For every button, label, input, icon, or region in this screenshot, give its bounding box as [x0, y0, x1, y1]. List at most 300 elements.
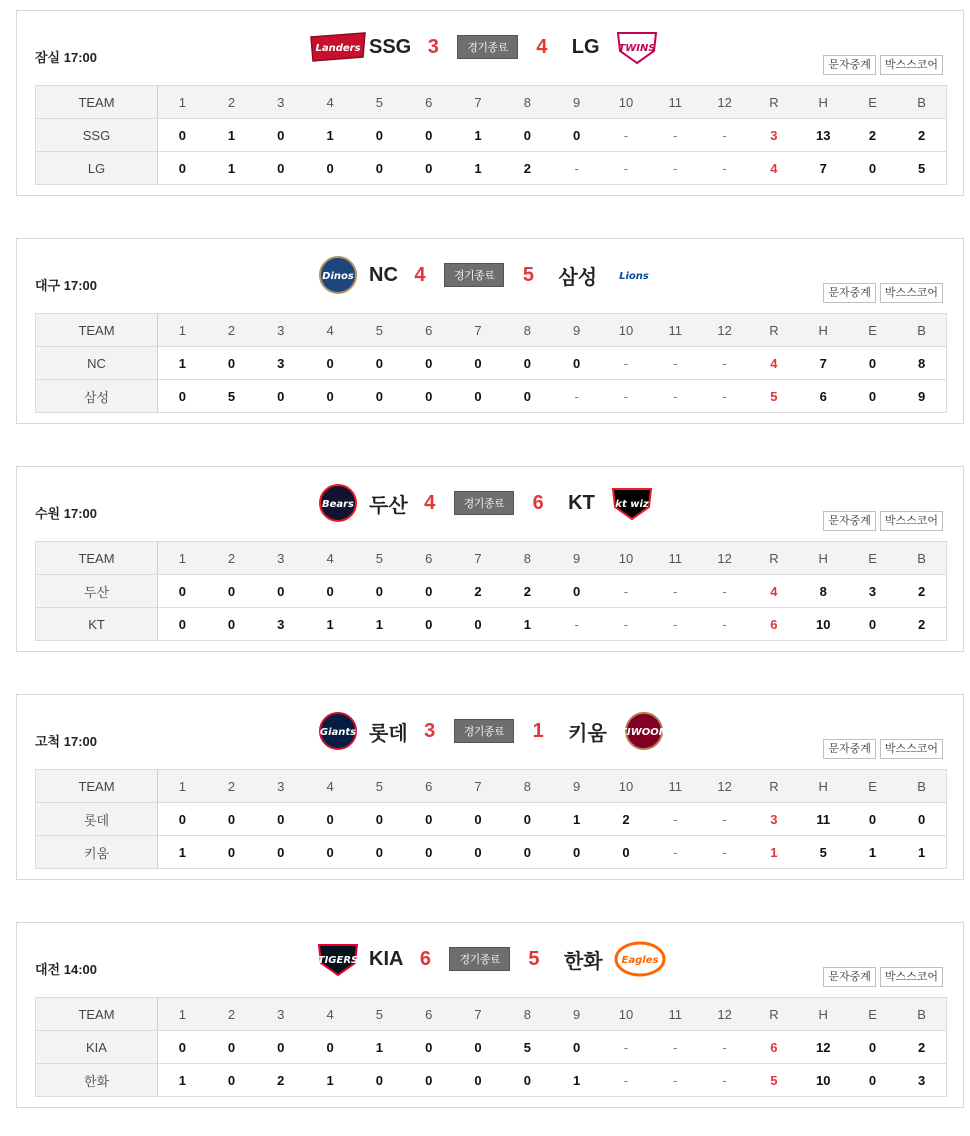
- score-cell: 0: [601, 836, 650, 869]
- column-header: 8: [503, 86, 552, 119]
- column-header: B: [897, 86, 946, 119]
- score-cell: 0: [503, 803, 552, 836]
- score-cell: 0: [305, 347, 354, 380]
- runs-cell: 3: [749, 119, 798, 152]
- table-header-row: [36, 314, 947, 347]
- score-cell: 0: [552, 347, 601, 380]
- column-header: 11: [651, 998, 700, 1031]
- column-header: 5: [355, 770, 404, 803]
- hanwha-eagles-logo: [609, 939, 671, 979]
- column-header: H: [799, 542, 848, 575]
- score-cell: -: [601, 575, 650, 608]
- text-broadcast-button[interactable]: 문자중계: [823, 967, 876, 987]
- score-cell: 1: [355, 608, 404, 641]
- score-cell: 3: [256, 347, 305, 380]
- samsung-lions-logo: [603, 255, 665, 295]
- logo-text: Bears: [321, 499, 355, 510]
- column-header: 6: [404, 998, 453, 1031]
- column-header: 3: [256, 86, 305, 119]
- table-row: [36, 608, 947, 641]
- score-cell: 0: [305, 1031, 354, 1064]
- score-cell: 2: [503, 152, 552, 185]
- score-cell: -: [700, 1064, 749, 1097]
- score-cell: -: [601, 380, 650, 413]
- score-cell: -: [700, 1031, 749, 1064]
- runs-cell: 4: [749, 575, 798, 608]
- home-team-name: LG: [571, 35, 600, 58]
- game-actions: [823, 283, 943, 303]
- score-cell: 1: [158, 347, 207, 380]
- table-row: [36, 119, 947, 152]
- score-cell: 0: [453, 380, 502, 413]
- table-row: [36, 380, 947, 413]
- column-header: 3: [256, 998, 305, 1031]
- column-header: 6: [404, 770, 453, 803]
- scoreboard-table: [35, 769, 947, 869]
- away-team-name: 두산: [369, 494, 408, 517]
- column-header: 8: [503, 770, 552, 803]
- column-header: 11: [651, 542, 700, 575]
- score-cell: 0: [158, 803, 207, 836]
- table-row: [36, 575, 947, 608]
- game-status-badge: 경기종료: [449, 947, 510, 971]
- score-cell: 0: [355, 380, 404, 413]
- logo-text: kt wiz: [615, 499, 649, 510]
- matchup: [307, 939, 671, 979]
- score-cell: 0: [848, 347, 897, 380]
- team-cell: NC: [36, 347, 158, 380]
- box-score-button[interactable]: 박스스코어: [880, 511, 943, 531]
- score-cell: 0: [158, 380, 207, 413]
- logo-text: Giants: [319, 727, 357, 738]
- score-cell: 2: [897, 119, 946, 152]
- column-header: 9: [552, 998, 601, 1031]
- game-card: [16, 922, 964, 1108]
- table-header-row: [36, 770, 947, 803]
- text-broadcast-button[interactable]: 문자중계: [823, 511, 876, 531]
- score-cell: 0: [848, 1031, 897, 1064]
- table-header-row: [36, 542, 947, 575]
- score-cell: -: [651, 803, 700, 836]
- score-cell: 0: [848, 380, 897, 413]
- score-cell: 0: [305, 152, 354, 185]
- score-cell: -: [601, 347, 650, 380]
- score-cell: -: [651, 380, 700, 413]
- score-cell: 0: [453, 608, 502, 641]
- score-cell: 0: [503, 347, 552, 380]
- score-cell: -: [700, 347, 749, 380]
- score-cell: 0: [552, 119, 601, 152]
- score-cell: 0: [256, 1031, 305, 1064]
- score-cell: 0: [552, 575, 601, 608]
- score-cell: -: [601, 152, 650, 185]
- column-header: 6: [404, 542, 453, 575]
- score-cell: 2: [256, 1064, 305, 1097]
- logo-text: Lions: [619, 271, 649, 282]
- score-cell: 0: [503, 119, 552, 152]
- score-cell: -: [601, 1064, 650, 1097]
- score-cell: 3: [897, 1064, 946, 1097]
- score-cell: 1: [453, 152, 502, 185]
- lotte-giants-logo: [307, 711, 369, 751]
- logo-text: Landers: [315, 43, 361, 54]
- column-header: 6: [404, 314, 453, 347]
- team-cell: 키움: [36, 836, 158, 869]
- score-cell: 2: [897, 575, 946, 608]
- venue-time: 수원 17:00: [35, 506, 97, 521]
- column-header: H: [799, 86, 848, 119]
- score-cell: 1: [552, 803, 601, 836]
- score-cell: 0: [552, 836, 601, 869]
- column-header: 12: [700, 770, 749, 803]
- score-cell: 5: [897, 152, 946, 185]
- score-cell: 0: [453, 347, 502, 380]
- column-header: 12: [700, 542, 749, 575]
- logo-text: TWINS: [617, 43, 656, 54]
- column-header: B: [897, 998, 946, 1031]
- game-actions: [823, 739, 943, 759]
- score-cell: 0: [158, 575, 207, 608]
- column-header: 5: [355, 542, 404, 575]
- score-cell: 1: [897, 836, 946, 869]
- away-team-name: SSG: [369, 35, 412, 58]
- score-cell: 0: [207, 347, 256, 380]
- column-header: 4: [305, 314, 354, 347]
- lg-twins-logo: [606, 27, 668, 67]
- column-header: 4: [305, 998, 354, 1031]
- score-cell: -: [651, 152, 700, 185]
- score-cell: 0: [355, 575, 404, 608]
- score-cell: 0: [355, 836, 404, 869]
- score-cell: 0: [158, 152, 207, 185]
- runs-cell: 3: [749, 803, 798, 836]
- score-cell: 0: [256, 119, 305, 152]
- ssg-landers-logo: [307, 27, 369, 67]
- score-cell: -: [552, 608, 601, 641]
- team-cell: LG: [36, 152, 158, 185]
- score-cell: 10: [799, 608, 848, 641]
- scoreboard-table: [35, 541, 947, 641]
- score-cell: 0: [404, 119, 453, 152]
- column-header: 7: [453, 542, 502, 575]
- column-header: B: [897, 542, 946, 575]
- score-cell: 0: [158, 1031, 207, 1064]
- score-cell: 0: [552, 1031, 601, 1064]
- score-cell: 1: [207, 119, 256, 152]
- game-header: [17, 239, 963, 313]
- column-header: 10: [601, 542, 650, 575]
- column-header: 11: [651, 86, 700, 119]
- score-cell: 0: [453, 836, 502, 869]
- score-cell: 0: [404, 1031, 453, 1064]
- column-header: 7: [453, 998, 502, 1031]
- score-cell: 0: [848, 1064, 897, 1097]
- column-header: 5: [355, 998, 404, 1031]
- venue-time: 대전 14:00: [35, 962, 97, 977]
- matchup: [307, 711, 675, 751]
- score-cell: 1: [305, 1064, 354, 1097]
- score-cell: 2: [897, 1031, 946, 1064]
- score-cell: 0: [453, 1064, 502, 1097]
- score-cell: -: [651, 608, 700, 641]
- column-header: E: [848, 314, 897, 347]
- score-cell: 0: [305, 380, 354, 413]
- table-header-row: [36, 86, 947, 119]
- column-header: 2: [207, 770, 256, 803]
- column-header: H: [799, 770, 848, 803]
- score-cell: -: [700, 836, 749, 869]
- column-header: 10: [601, 314, 650, 347]
- score-cell: 0: [355, 119, 404, 152]
- home-score: 1: [532, 719, 544, 742]
- team-column-header: TEAM: [36, 998, 158, 1031]
- score-cell: 5: [503, 1031, 552, 1064]
- home-score: 5: [522, 263, 534, 286]
- runs-cell: 1: [749, 836, 798, 869]
- team-cell: 삼성: [36, 380, 158, 413]
- score-cell: 0: [897, 803, 946, 836]
- away-team-name: NC: [369, 263, 398, 286]
- score-cell: 0: [256, 803, 305, 836]
- team-column-header: TEAM: [36, 86, 158, 119]
- game-header: [17, 695, 963, 769]
- score-cell: 2: [503, 575, 552, 608]
- box-score-button[interactable]: 박스스코어: [880, 55, 943, 75]
- team-column-header: TEAM: [36, 314, 158, 347]
- score-cell: 5: [207, 380, 256, 413]
- column-header: 3: [256, 314, 305, 347]
- column-header: 4: [305, 86, 354, 119]
- column-header: E: [848, 998, 897, 1031]
- score-cell: 2: [453, 575, 502, 608]
- column-header: 1: [158, 314, 207, 347]
- score-cell: 1: [355, 1031, 404, 1064]
- logo-text: Dinos: [322, 271, 354, 282]
- score-cell: 0: [404, 347, 453, 380]
- score-cell: 1: [552, 1064, 601, 1097]
- game-header: [17, 467, 963, 541]
- score-cell: 0: [404, 1064, 453, 1097]
- runs-cell: 6: [749, 1031, 798, 1064]
- score-cell: 0: [207, 1031, 256, 1064]
- column-header: 9: [552, 314, 601, 347]
- score-cell: 7: [799, 347, 848, 380]
- score-cell: 1: [305, 119, 354, 152]
- team-cell: SSG: [36, 119, 158, 152]
- home-team-name: 한화: [563, 950, 603, 973]
- home-score: 5: [528, 947, 540, 970]
- text-broadcast-button[interactable]: 문자중계: [823, 283, 876, 303]
- score-cell: 0: [404, 803, 453, 836]
- runs-cell: 4: [749, 152, 798, 185]
- score-cell: 0: [355, 803, 404, 836]
- score-cell: 0: [207, 836, 256, 869]
- column-header: 10: [601, 86, 650, 119]
- score-cell: 1: [305, 608, 354, 641]
- game-card: [16, 10, 964, 196]
- column-header: B: [897, 770, 946, 803]
- logo-text: Eagles: [621, 955, 659, 966]
- score-cell: 0: [404, 608, 453, 641]
- score-cell: 1: [848, 836, 897, 869]
- nc-dinos-logo: [307, 255, 369, 295]
- venue-time: 대구 17:00: [35, 278, 97, 293]
- score-cell: 0: [158, 608, 207, 641]
- text-broadcast-button[interactable]: 문자중계: [823, 739, 876, 759]
- game-card: [16, 238, 964, 424]
- column-header: 7: [453, 314, 502, 347]
- team-column-header: TEAM: [36, 770, 158, 803]
- score-cell: 0: [207, 575, 256, 608]
- game-actions: [823, 967, 943, 987]
- score-cell: 0: [503, 1064, 552, 1097]
- column-header: E: [848, 542, 897, 575]
- score-cell: 2: [848, 119, 897, 152]
- home-team-name: 삼성: [558, 266, 598, 289]
- score-cell: 1: [158, 1064, 207, 1097]
- score-cell: -: [552, 380, 601, 413]
- logo-text: KIWOOM: [619, 727, 669, 738]
- column-header: R: [749, 314, 798, 347]
- column-header: 10: [601, 998, 650, 1031]
- away-score: 3: [424, 719, 436, 742]
- column-header: 4: [305, 542, 354, 575]
- score-cell: 6: [799, 380, 848, 413]
- table-row: [36, 803, 947, 836]
- table-row: [36, 1031, 947, 1064]
- score-cell: 0: [305, 836, 354, 869]
- column-header: 1: [158, 998, 207, 1031]
- doosan-bears-logo: [307, 483, 369, 523]
- column-header: 12: [700, 998, 749, 1031]
- score-cell: 0: [355, 152, 404, 185]
- column-header: 1: [158, 86, 207, 119]
- venue-time: 고척 17:00: [35, 734, 97, 749]
- score-cell: -: [700, 119, 749, 152]
- home-score: 6: [532, 491, 544, 514]
- column-header: R: [749, 542, 798, 575]
- score-cell: 7: [799, 152, 848, 185]
- game-status-badge: 경기종료: [444, 263, 505, 287]
- score-cell: -: [651, 836, 700, 869]
- score-cell: 0: [503, 836, 552, 869]
- score-cell: 0: [848, 152, 897, 185]
- score-cell: 0: [207, 1064, 256, 1097]
- score-cell: -: [601, 1031, 650, 1064]
- column-header: 1: [158, 770, 207, 803]
- column-header: 2: [207, 998, 256, 1031]
- matchup: [307, 27, 668, 67]
- score-cell: 0: [158, 119, 207, 152]
- column-header: 5: [355, 314, 404, 347]
- away-score: 3: [427, 35, 439, 58]
- score-cell: -: [700, 152, 749, 185]
- score-cell: 10: [799, 1064, 848, 1097]
- score-cell: 8: [897, 347, 946, 380]
- home-team-name: KT: [568, 491, 595, 514]
- score-cell: 1: [207, 152, 256, 185]
- logo-text: TIGERS: [317, 955, 359, 966]
- score-cell: 5: [799, 836, 848, 869]
- away-team-name: 롯데: [369, 722, 408, 745]
- text-broadcast-button[interactable]: 문자중계: [823, 55, 876, 75]
- kiwoom-heroes-logo: [613, 711, 675, 751]
- score-cell: 2: [897, 608, 946, 641]
- game-card: [16, 466, 964, 652]
- column-header: R: [749, 770, 798, 803]
- score-cell: -: [651, 347, 700, 380]
- matchup: [307, 483, 663, 523]
- score-cell: 1: [453, 119, 502, 152]
- game-header: [17, 923, 963, 997]
- column-header: 9: [552, 542, 601, 575]
- column-header: 2: [207, 542, 256, 575]
- game-status-badge: 경기종료: [454, 719, 515, 743]
- team-cell: 두산: [36, 575, 158, 608]
- box-score-button[interactable]: 박스스코어: [880, 283, 943, 303]
- game-status-badge: 경기종료: [454, 491, 515, 515]
- box-score-button[interactable]: 박스스코어: [880, 967, 943, 987]
- score-cell: -: [651, 1064, 700, 1097]
- column-header: 4: [305, 770, 354, 803]
- score-cell: 1: [158, 836, 207, 869]
- home-score: 4: [536, 35, 548, 58]
- team-cell: KT: [36, 608, 158, 641]
- column-header: H: [799, 998, 848, 1031]
- column-header: 8: [503, 542, 552, 575]
- score-cell: 1: [503, 608, 552, 641]
- score-cell: -: [700, 608, 749, 641]
- game-status-badge: 경기종료: [457, 35, 518, 59]
- away-score: 4: [414, 263, 426, 286]
- score-cell: 12: [799, 1031, 848, 1064]
- game-header: [17, 11, 963, 85]
- column-header: E: [848, 770, 897, 803]
- score-cell: -: [651, 119, 700, 152]
- venue-time: 잠실 17:00: [35, 50, 97, 65]
- home-team-name: 키움: [568, 722, 607, 745]
- score-cell: 0: [404, 380, 453, 413]
- score-cell: 0: [207, 803, 256, 836]
- score-cell: 0: [207, 608, 256, 641]
- runs-cell: 4: [749, 347, 798, 380]
- away-team-name: KIA: [369, 947, 404, 970]
- score-cell: 0: [404, 836, 453, 869]
- column-header: 3: [256, 770, 305, 803]
- column-header: 8: [503, 314, 552, 347]
- runs-cell: 5: [749, 380, 798, 413]
- score-cell: 3: [256, 608, 305, 641]
- team-cell: 롯데: [36, 803, 158, 836]
- score-cell: 9: [897, 380, 946, 413]
- team-column-header: TEAM: [36, 542, 158, 575]
- box-score-button[interactable]: 박스스코어: [880, 739, 943, 759]
- column-header: R: [749, 86, 798, 119]
- score-cell: -: [601, 119, 650, 152]
- table-header-row: [36, 998, 947, 1031]
- column-header: 5: [355, 86, 404, 119]
- score-cell: 0: [305, 803, 354, 836]
- team-cell: 한화: [36, 1064, 158, 1097]
- score-cell: 0: [256, 575, 305, 608]
- column-header: 2: [207, 314, 256, 347]
- column-header: 7: [453, 770, 502, 803]
- column-header: 12: [700, 314, 749, 347]
- runs-cell: 6: [749, 608, 798, 641]
- score-cell: 0: [404, 152, 453, 185]
- column-header: 11: [651, 314, 700, 347]
- score-cell: 13: [799, 119, 848, 152]
